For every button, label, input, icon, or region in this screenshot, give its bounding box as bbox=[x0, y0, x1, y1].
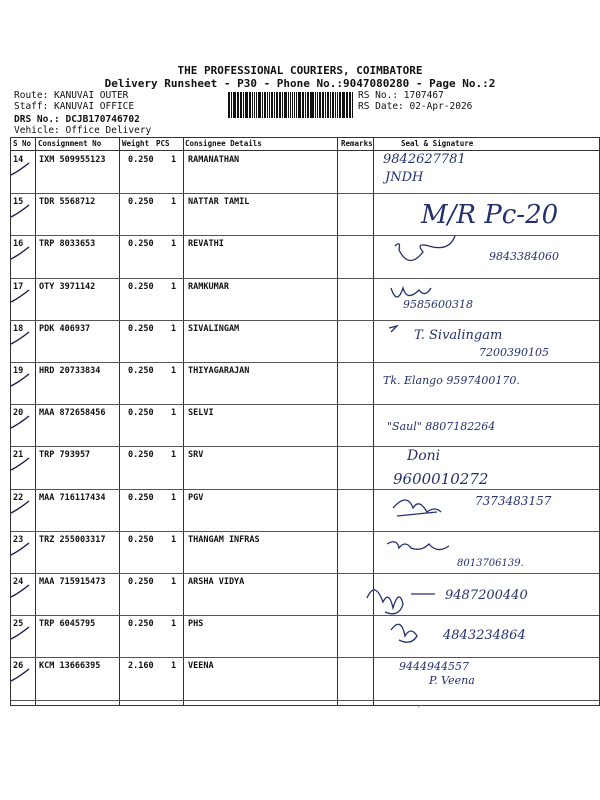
handwriting-19-note: Tk. Elango 9597400170. bbox=[383, 374, 520, 387]
runsheet-table bbox=[10, 137, 600, 706]
handwriting-21-phone: 9600010272 bbox=[393, 470, 489, 488]
row-consignment-no: TRP 793957 bbox=[39, 450, 91, 461]
rs-date: RS Date: 02-Apr-2026 bbox=[358, 101, 473, 112]
col-weight: Weight bbox=[122, 139, 150, 148]
row-weight: 2.160 bbox=[128, 661, 154, 672]
scribble-mark: ⌐ bbox=[418, 702, 424, 712]
row-pcs: 1 bbox=[171, 197, 177, 208]
runsheet-subtitle: Delivery Runsheet - P30 - Phone No.:9047080280 - Page No.:2 bbox=[104, 77, 496, 90]
handwriting-15-note: M/R Pc-20 bbox=[421, 200, 559, 230]
row-pcs: 1 bbox=[171, 450, 177, 461]
handwriting-18-phone: 7200390105 bbox=[479, 346, 549, 359]
row-consignee: SRV bbox=[188, 450, 204, 461]
drs-label: DRS No.: DCJB170746702 bbox=[14, 114, 140, 125]
row-weight: 0.250 bbox=[128, 197, 154, 208]
row-pcs: 1 bbox=[171, 155, 177, 165]
handwriting-20-note: "Saul" 8807182264 bbox=[387, 420, 496, 433]
row-consignee: VEENA bbox=[188, 661, 214, 672]
row-sno: 20 bbox=[13, 408, 24, 419]
row-weight: 0.250 bbox=[128, 408, 154, 419]
company-title: THE PROFESSIONAL COURIERS, COIMBATORE bbox=[177, 64, 423, 77]
handwriting-14-phone: 9842627781 bbox=[383, 152, 466, 167]
row-consignment-no: KCM 13666395 bbox=[39, 661, 101, 672]
staff-label: Staff: KANUVAI OFFICE bbox=[14, 101, 135, 112]
row-sno: 26 bbox=[13, 661, 24, 672]
row-pcs: 1 bbox=[171, 492, 177, 503]
signature-23 bbox=[387, 542, 449, 550]
row-pcs: 1 bbox=[171, 577, 177, 587]
handwriting-25-phone: 4843234864 bbox=[443, 628, 526, 643]
signature-17 bbox=[391, 288, 431, 297]
signature-scribbles bbox=[11, 138, 599, 705]
row-weight: 0.250 bbox=[128, 619, 154, 630]
handwriting-14-sign: JNDH bbox=[385, 170, 424, 185]
col-pcs: PCS bbox=[156, 139, 170, 148]
row-consignment-no: IXM 509955123 bbox=[39, 155, 106, 165]
row-weight: 0.250 bbox=[128, 155, 154, 165]
row-consignment-no: TRZ 255003317 bbox=[39, 534, 106, 545]
row-sno: 23 bbox=[13, 534, 24, 545]
row-sno: 19 bbox=[13, 366, 24, 376]
col-sno: S No bbox=[13, 139, 32, 148]
col-seal-signature: Seal & Signature bbox=[401, 139, 474, 148]
handwriting-21-sign: Doni bbox=[407, 448, 441, 464]
row-consignment-no: TRP 8033653 bbox=[39, 239, 96, 250]
row-pcs: 1 bbox=[171, 366, 177, 376]
barcode bbox=[228, 92, 354, 118]
row-weight: 0.250 bbox=[128, 281, 154, 292]
handwriting-23-phone: 8013706139. bbox=[457, 558, 524, 569]
signature-25 bbox=[391, 624, 417, 642]
row-consignee: REVATHI bbox=[188, 239, 224, 250]
signature-16 bbox=[395, 236, 455, 261]
row-consignment-no: TDR 5568712 bbox=[39, 197, 96, 208]
row-sno: 17 bbox=[13, 281, 24, 292]
row-weight: 0.250 bbox=[128, 492, 154, 503]
row-consignee: RAMKUMAR bbox=[188, 281, 229, 292]
row-sno: 21 bbox=[13, 450, 24, 461]
handwriting-22-phone: 7373483157 bbox=[475, 494, 552, 508]
row-consignee: SIVALINGAM bbox=[188, 323, 240, 334]
row-pcs: 1 bbox=[171, 408, 177, 419]
row-consignment-no: PDK 406937 bbox=[39, 323, 91, 334]
signature-22 bbox=[393, 500, 441, 516]
row-consignment-no: MAA 715915473 bbox=[39, 577, 106, 587]
row-pcs: 1 bbox=[171, 323, 177, 334]
row-weight: 0.250 bbox=[128, 534, 154, 545]
row-pcs: 1 bbox=[171, 619, 177, 630]
row-consignee: RAMANATHAN bbox=[188, 155, 240, 165]
row-sno: 22 bbox=[13, 492, 24, 503]
col-remarks: Remarks bbox=[341, 139, 373, 148]
rs-number: RS No.: 1707467 bbox=[358, 90, 444, 101]
row-sno: 16 bbox=[13, 239, 24, 250]
row-consignment-no: MAA 872658456 bbox=[39, 408, 106, 419]
row-pcs: 1 bbox=[171, 281, 177, 292]
row-sno: 14 bbox=[13, 155, 24, 165]
row-consignment-no: TRP 6045795 bbox=[39, 619, 96, 630]
handwriting-26-phone: 9444944557 bbox=[399, 660, 469, 673]
handwriting-16-phone: 9843384060 bbox=[489, 250, 559, 263]
row-consignment-no: HRD 20733834 bbox=[39, 366, 101, 376]
row-pcs: 1 bbox=[171, 534, 177, 545]
col-consignment: Consignment No bbox=[38, 139, 102, 148]
row-sno: 24 bbox=[13, 577, 24, 587]
signature-24 bbox=[367, 590, 435, 614]
row-sno: 18 bbox=[13, 323, 24, 334]
row-weight: 0.250 bbox=[128, 450, 154, 461]
row-weight: 0.250 bbox=[128, 239, 154, 250]
row-sno: 25 bbox=[13, 619, 24, 630]
handwriting-17-phone: 9585600318 bbox=[403, 298, 473, 311]
row-consignment-no: MAA 716117434 bbox=[39, 492, 106, 503]
row-consignee: PGV bbox=[188, 492, 204, 503]
vehicle-label: Vehicle: Office Delivery bbox=[14, 125, 152, 136]
col-consignee: Consignee Details bbox=[185, 139, 262, 148]
row-consignee: NATTAR TAMIL bbox=[188, 197, 250, 208]
row-consignee: THIYAGARAJAN bbox=[188, 366, 250, 376]
row-weight: 0.250 bbox=[128, 577, 154, 587]
route-label: Route: KANUVAI OUTER bbox=[14, 90, 129, 101]
row-consignee: THANGAM INFRAS bbox=[188, 534, 260, 545]
handwriting-26-name: P. Veena bbox=[429, 674, 475, 687]
row-pcs: 1 bbox=[171, 239, 177, 250]
row-weight: 0.250 bbox=[128, 366, 154, 376]
handwriting-18-name: T. Sivalingam bbox=[414, 328, 503, 343]
handwriting-24-phone: 9487200440 bbox=[445, 588, 528, 603]
row-consignee: PHS bbox=[188, 619, 204, 630]
row-weight: 0.250 bbox=[128, 323, 154, 334]
row-consignee: SELVI bbox=[188, 408, 214, 419]
row-consignee: ARSHA VIDYA bbox=[188, 577, 245, 587]
row-consignment-no: OTY 3971142 bbox=[39, 281, 96, 292]
row-sno: 15 bbox=[13, 197, 24, 208]
row-pcs: 1 bbox=[171, 661, 177, 672]
signature-18 bbox=[389, 326, 397, 332]
